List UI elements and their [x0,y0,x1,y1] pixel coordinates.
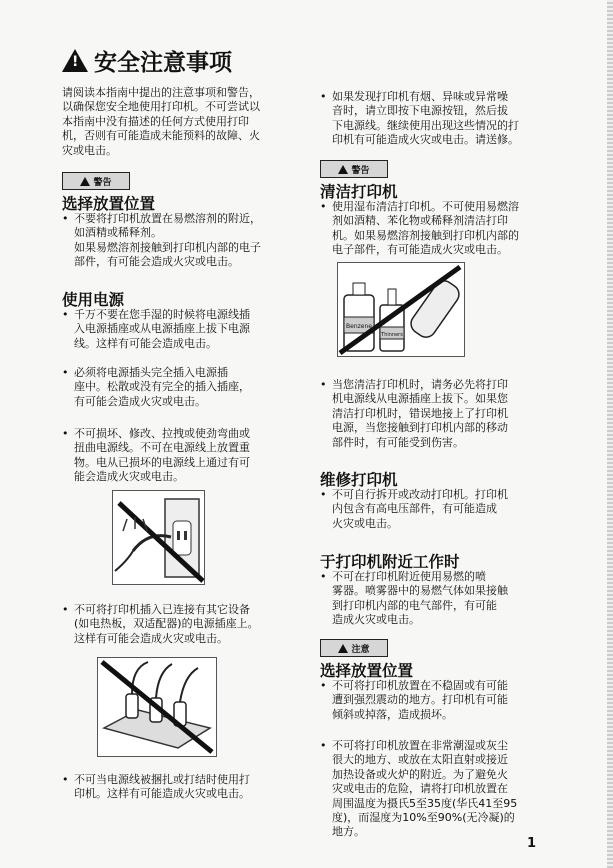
section-heading-placement: 选择放置位置 [62,195,156,213]
page-number: 1 [527,836,537,851]
warning-triangle-icon [62,49,88,72]
power-item-3: • 不可损坏、修改、拉拽或使劲弯曲或 扭曲电源线。不可在电源线上放置重 物。电从已损坏的电源线上通过有可 能会造成火灾或电击。 [62,427,294,485]
placement-item-2: • 不可将打印机放置在不稳固或有可能 遭到强烈震动的地方。打印机有可能 倾斜或掉落，造成损坏。 [320,679,552,722]
bottles-icon [338,263,464,356]
warning-small-icon [338,165,348,174]
section-heading-cleaning: 清洁打印机 [320,183,398,201]
caution-badge: 注意 [320,639,388,657]
nearby-item: • 不可在打印机附近使用易燃的喷 雾器。喷雾器中的易燃气体如果接触 到打印机内部的电气部件，有可能 造成火灾或电击。 [320,570,552,628]
warning-badge: 警告 [62,172,130,190]
repair-item: • 不可自行拆开或改动打印机。打印机 内包含有高电压部件，有可能造成 火灾或电击。 [320,488,552,531]
placement-item: • 不要将打印机放置在易燃溶剂的附近， 如酒精或稀释剂。 如果易燃溶剂接触到打印机内部的电子 部件，有可能会造成火灾或电击。 [62,212,294,270]
section-heading-repair: 维修打印机 [320,471,398,489]
power-strip-icon [98,658,216,756]
cleaning-item-1: • 使用湿布清洁打印机。不可使用易燃溶 剂如酒精、苯化物或稀释剂清洁打印 机。如果易燃溶剂接触到打印机内部的 电子部件，有可能造成火灾或电击。 [320,200,552,258]
power-item-4: • 不可将打印机插入已连接有其它设备 (如电热板，双适配器)的电源插座上。 这样有可能会造成火灾或电击。 [62,603,294,646]
solvent-bottles-illustration [337,262,465,357]
bottle-label-thinners: Thinners [381,332,403,338]
page-title: ! 安全注意事项 [62,44,232,77]
intro-paragraph: 请阅读本指南中提出的注意事项和警告， 以确保您安全地使用打印机。不可尝试以 本指南中没有描述的任何方式使用打印 机，否则有可能造成未能预料的故障、火 灾或电击。 [62,86,260,157]
smoke-item: • 如果发现打印机有烟、异味或异常噪 音时，请立即按下电源按钮，然后拔 下电源线。继续使用出现这些情况的打 印机有可能造成火灾或电击。请送修。 [320,90,552,148]
plug-socket-icon [113,491,204,584]
section-heading-placement-2: 选择放置位置 [320,662,414,680]
multi-plug-illustration [97,657,217,757]
section-heading-power: 使用电源 [62,291,125,309]
page-edge [607,0,613,868]
power-item-1: • 千万不要在您手湿的时候将电源线插 入电源插座或从电源插座上拔下电源 线。这样有可能会造成电击。 [62,308,294,351]
power-item-2: • 必须将电源插头完全插入电源插 座中。松散或没有完全的插入插座， 有可能会造成火灾或电击。 [62,366,294,409]
warning-badge-clean: 警告 [320,160,388,178]
placement-item-3: • 不可将打印机放置在非常潮湿或灰尘 很大的地方、或放在太阳直射或接近 加热设备或火炉的附近。为了避免火 灾或电击的危险，请将打印机放置在 周围温度为摄氏5至35度(华氏41至95 度)，而湿度为10%至90%(无冷凝)的 地方。 [320,739,552,840]
power-item-5: • 不可当电源线被捆扎或打结时使用打 印机。这样有可能造成火灾或电击。 [62,773,294,802]
section-heading-nearby: 于打印机附近工作时 [320,553,460,571]
wet-hand-plug-illustration [112,490,205,585]
cleaning-item-2: • 当您清洁打印机时，请务必先将打印 机电源线从电源插座上拔下。如果您 清洁打印机时，错误地接上了打印机 电源，当您接触到打印机内部的移动 部件时，有可能受到伤害。 [320,378,552,450]
warning-small-icon [80,177,90,186]
caution-small-icon [338,644,348,653]
bottle-label-benzene: Benzene [346,323,372,330]
